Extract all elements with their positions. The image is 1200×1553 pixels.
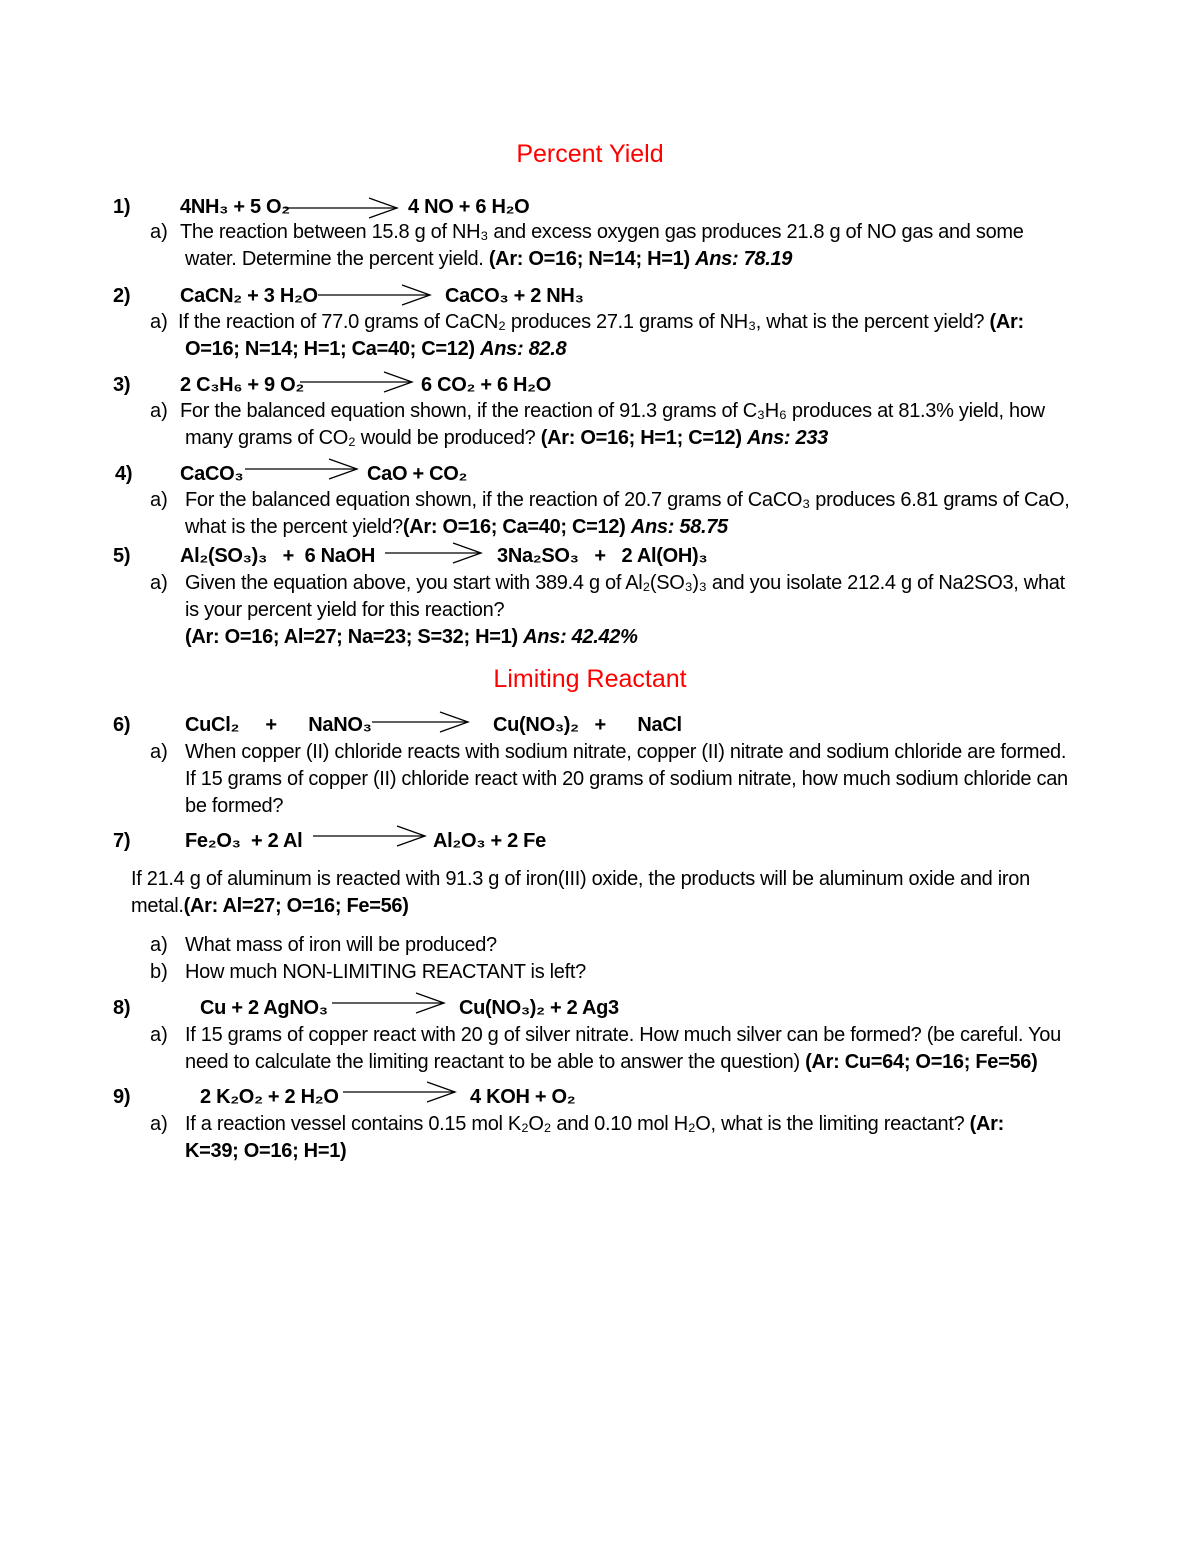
problem-number: 8) (113, 997, 131, 1019)
atomic-mass-reference: K=39; O=16; H=1) (185, 1140, 347, 1162)
section-heading-percent-yield: Percent Yield (516, 140, 664, 168)
atomic-mass-reference: (Ar: (989, 311, 1024, 333)
answer: Ans: 58.75 (630, 516, 728, 538)
reaction-arrow-icon (332, 991, 447, 1015)
problem-2-text-line (185, 338, 566, 361)
section-heading-limiting-reactant: Limiting Reactant (493, 665, 687, 693)
problem-6-text-line: If 15 grams of copper (II) chloride react with 20 grams of sodium nitrate, how much sodium chloride can (185, 768, 1068, 790)
problem-8-text-line: If 15 grams of copper react with 20 g of silver nitrate. How much silver can be formed? (be careful. You (185, 1024, 1061, 1046)
problem-number: 3) (113, 374, 131, 396)
atomic-mass-reference: (Ar: O=16; H=1; C=12) (540, 427, 742, 449)
equation-reactants: 4NH₃ + 5 O₂ (180, 196, 290, 218)
part-label: b) (150, 961, 168, 983)
problem-number: 4) (115, 463, 133, 485)
equation-reactants: Al₂(SO₃)₃ + 6 NaOH (180, 545, 376, 567)
problem-9-text-line (185, 1140, 346, 1163)
equation-reactants: Cu + 2 AgNO₃ (200, 997, 328, 1019)
problem-9-text-line: If a reaction vessel contains 0.15 mol K₂O₂ and 0.10 mol H₂O, what is the limiting reactant? (Ar: (185, 1113, 1005, 1135)
atomic-mass-reference: (Ar: Al=27; O=16; Fe=56) (183, 895, 409, 917)
problem-5-text-line: is your percent yield for this reaction? (185, 599, 505, 621)
problem-5-text-line (185, 626, 638, 649)
part-label: a) (150, 221, 168, 243)
part-label: a) (150, 1113, 168, 1135)
part-label: a) (150, 1024, 168, 1046)
problem-4-text-line: For the balanced equation shown, if the reaction of 20.7 grams of CaCO₃ produces 6.81 grams of CaO, (185, 489, 1070, 511)
problem-5-text-line: Given the equation above, you start with 389.4 g of Al₂(SO₃)₃ and you isolate 212.4 g of Na2SO3, what (185, 572, 1065, 594)
equation-reactants: CaCO₃ (180, 463, 244, 485)
equation-reactants: CaCN₂ + 3 H₂O (180, 285, 318, 307)
reaction-arrow-icon (372, 710, 472, 734)
equation-reactants: Fe₂O₃ + 2 Al (185, 830, 303, 852)
problem-1-text-line: water. Determine the percent yield. (Ar: O=16; N=14; H=1) Ans: 78.19 (185, 248, 793, 270)
answer: Ans: 42.42% (523, 626, 638, 648)
answer: Ans: 78.19 (695, 248, 793, 270)
problem-2-text-line: If the reaction of 77.0 grams of CaCN₂ produces 27.1 grams of NH₃, what is the percent yield? (Ar: (178, 311, 1024, 333)
atomic-mass-reference: (Ar: O=16; Al=27; Na=23; S=32; H=1) (185, 626, 518, 648)
reaction-arrow-icon (385, 541, 485, 565)
problem-number: 2) (113, 285, 131, 307)
part-label: a) (150, 311, 168, 333)
answer: Ans: 82.8 (480, 338, 567, 360)
reaction-arrow-icon (343, 1080, 458, 1104)
problem-7-part-a: What mass of iron will be produced? (185, 934, 497, 956)
part-label: a) (150, 934, 168, 956)
problem-4-text-line: what is the percent yield?(Ar: O=16; Ca=40; C=12) Ans: 58.75 (185, 516, 728, 538)
problem-8-text-line: need to calculate the limiting reactant to be able to answer the question) (Ar: Cu=64; O=16; Fe=56) (185, 1051, 1038, 1073)
reaction-arrow-icon (285, 196, 400, 220)
answer: Ans: 233 (747, 427, 828, 449)
equation-products: 3Na₂SO₃ + 2 Al(OH)₃ (497, 545, 708, 567)
reaction-arrow-icon (318, 283, 433, 307)
atomic-mass-reference: (Ar: (969, 1113, 1005, 1135)
reaction-arrow-icon (245, 457, 360, 481)
problem-number: 5) (113, 545, 131, 567)
problem-7-part-b: How much NON-LIMITING REACTANT is left? (185, 961, 586, 983)
problem-number: 1) (113, 196, 131, 218)
problem-1-text-line: The reaction between 15.8 g of NH₃ and excess oxygen gas produces 21.8 g of NO gas and some (180, 221, 1024, 243)
problem-7-intro-line: If 21.4 g of aluminum is reacted with 91.3 g of iron(III) oxide, the products will be aluminum oxide and iron (131, 868, 1030, 890)
problem-6-text-line: When copper (II) chloride reacts with sodium nitrate, copper (II) nitrate and sodium chloride are formed. (185, 741, 1067, 763)
part-label: a) (150, 572, 168, 594)
equation-reactants: CuCl₂ + NaNO₃ (185, 714, 372, 736)
atomic-mass-reference: O=16; N=14; H=1; Ca=40; C=12) (185, 338, 475, 360)
atomic-mass-reference: (Ar: O=16; Ca=40; C=12) (402, 516, 626, 538)
part-label: a) (150, 741, 168, 763)
problem-number: 9) (113, 1086, 131, 1108)
equation-products: 4 NO + 6 H₂O (408, 196, 530, 218)
equation-products: CaO + CO₂ (367, 463, 468, 485)
equation-products: Al₂O₃ + 2 Fe (433, 830, 546, 852)
equation-products: 4 KOH + O₂ (470, 1086, 576, 1108)
problem-3-text-line: many grams of CO₂ would be produced? (Ar: O=16; H=1; C=12) Ans: 233 (185, 427, 828, 449)
atomic-mass-reference: (Ar: O=16; N=14; H=1) (488, 248, 690, 270)
equation-products: Cu(NO₃)₂ + NaCl (493, 714, 682, 736)
equation-reactants: 2 C₃H₆ + 9 O₂ (180, 374, 304, 396)
problem-6-text-line: be formed? (185, 795, 284, 817)
part-label: a) (150, 400, 168, 422)
reaction-arrow-icon (300, 370, 415, 394)
equation-products: 6 CO₂ + 6 H₂O (421, 374, 552, 396)
problem-number: 6) (113, 714, 131, 736)
problem-3-text-line: For the balanced equation shown, if the reaction of 91.3 grams of C₃H₆ produces at 81.3% yield, how (180, 400, 1045, 422)
equation-reactants: 2 K₂O₂ + 2 H₂O (200, 1086, 339, 1108)
reaction-arrow-icon (313, 824, 428, 848)
part-label: a) (150, 489, 168, 511)
problem-number: 7) (113, 830, 131, 852)
equation-products: CaCO₃ + 2 NH₃ (445, 285, 584, 307)
problem-7-intro-line: metal.(Ar: Al=27; O=16; Fe=56) (131, 895, 409, 917)
atomic-mass-reference: (Ar: Cu=64; O=16; Fe=56) (805, 1051, 1038, 1073)
equation-products: Cu(NO₃)₂ + 2 Ag3 (459, 997, 619, 1019)
